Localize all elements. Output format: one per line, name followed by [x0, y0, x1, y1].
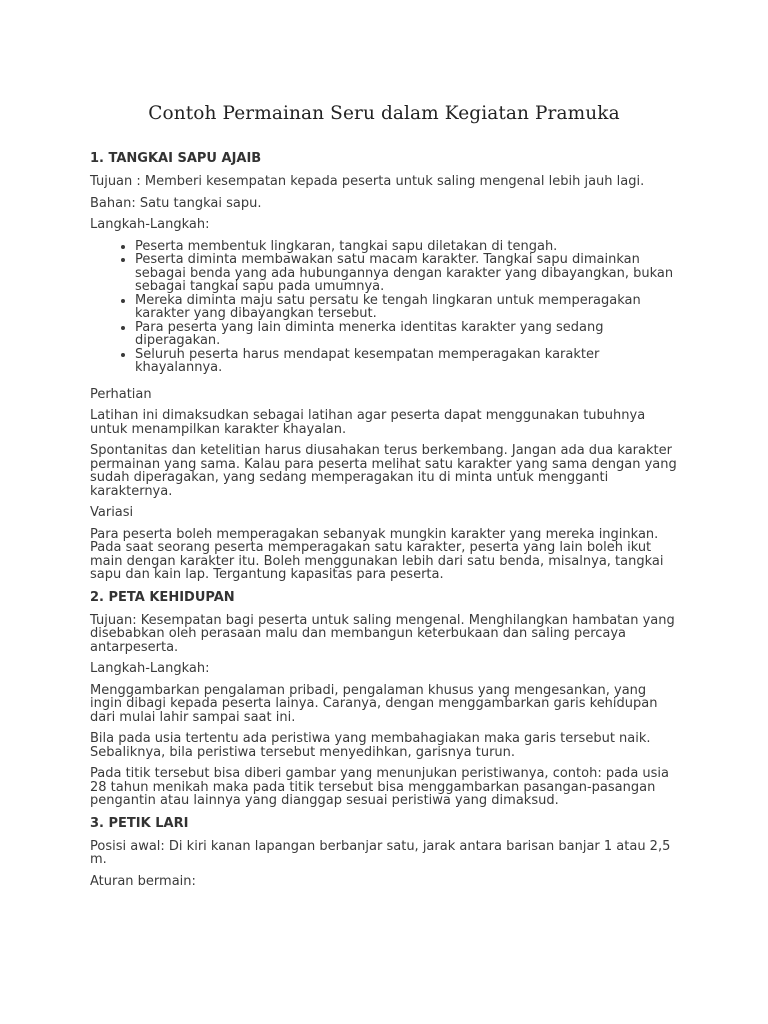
paragraph-step-3: Pada titik tersebut bisa diberi gambar yang menunjukan peristiwanya, contoh: pada usia 28 tahun menikah maka pada titik tersebut bisa menggambarkan pasangan-pasangan pengantin atau lainnya yang dianggap sesuai peristiwa yang dimaksud. — [90, 766, 670, 808]
paragraph-posisi: Posisi awal: Di kiri kanan lapangan berbanjar satu, jarak antara barisan banjar 1 atau 2,5 m. — [90, 838, 671, 867]
list-item: • Para peserta yang lain diminta menerka identitas karakter yang sedang diperagakan. — [135, 321, 678, 348]
steps-list — [90, 240, 678, 375]
label-langkah: Langkah-Langkah: — [90, 217, 210, 232]
label-variasi: Variasi — [90, 505, 134, 520]
section-heading: 3. PETIK LARI — [90, 815, 189, 831]
label-perhatian: Perhatian — [90, 386, 152, 402]
label-aturan: Aturan bermain: — [90, 873, 196, 889]
paragraph-tujuan: Tujuan : Memberi kesempatan kepada peserta untuk saling mengenal lebih jauh lagi. — [90, 174, 645, 189]
document-title: Contoh Permainan Seru dalam Kegiatan Pramuka — [148, 103, 620, 124]
section-heading: 2. PETA KEHIDUPAN — [90, 589, 235, 605]
list-item: • Peserta diminta membawakan satu macam karakter. Tangkai sapu dimainkan sebagai benda yang ada hubungannya dengan karakter yang dibayangkan, bukan sebagai tangkai sapu pada umumnya. — [135, 253, 678, 294]
paragraph-step-1: Menggambarkan pengalaman pribadi, pengalaman khusus yang mengesankan, yang ingin dibagi kepada peserta lainya. Caranya, dengan menggambarkan garis kehidupan dari mulai lahir sampai saat ini. — [90, 682, 658, 725]
list-item: • Seluruh peserta harus mendapat kesempatan memperagakan karakter khayalannya. — [135, 348, 678, 375]
label-langkah: Langkah-Langkah: — [90, 661, 210, 676]
paragraph-perhatian-2: Spontanitas dan ketelitian harus diusahakan terus berkembang. Jangan ada dua karakter permainan yang sama. Kalau para peserta melihat satu karakter yang sama dengan yang sudah diperagakan, yang sedang memperagakan itu di minta untuk mengganti karakternya. — [90, 443, 677, 499]
paragraph-tujuan: Tujuan: Kesempatan bagi peserta untuk saling mengenal. Menghilangkan hambatan yang disebabkan oleh perasaan malu dan membangun keterbukaan dan saling percaya antarpeserta. — [90, 612, 675, 655]
paragraph-variasi: Para peserta boleh memperagakan sebanyak mungkin karakter yang mereka inginkan. Pada saat seorang peserta memperagakan satu karakter, peserta yang lain boleh ikut main dengan karakter itu. Boleh menggunakan lebih dari satu benda, misalnya, tangkai sapu dan kain lap. Tergantung kapasitas para peserta. — [90, 526, 664, 582]
paragraph-step-2: Bila pada usia tertentu ada peristiwa yang membahagiakan maka garis tersebut naik. Sebaliknya, bila peristiwa tersebut menyedihkan, garisnya turun. — [90, 731, 651, 760]
list-item: • Mereka diminta maju satu persatu ke tengah lingkaran untuk memperagakan karakter yang dibayangkan tersebut. — [135, 294, 678, 321]
list-item: • Peserta membentuk lingkaran, tangkai sapu diletakan di tengah. — [135, 240, 678, 254]
section-heading: 1. TANGKAI SAPU AJAIB — [90, 151, 262, 166]
paragraph-perhatian-1: Latihan ini dimaksudkan sebagai latihan agar peserta dapat menggunakan tubuhnya untuk menampilkan karakter khayalan. — [90, 408, 646, 437]
paragraph-bahan: Bahan: Satu tangkai sapu. — [90, 195, 262, 211]
